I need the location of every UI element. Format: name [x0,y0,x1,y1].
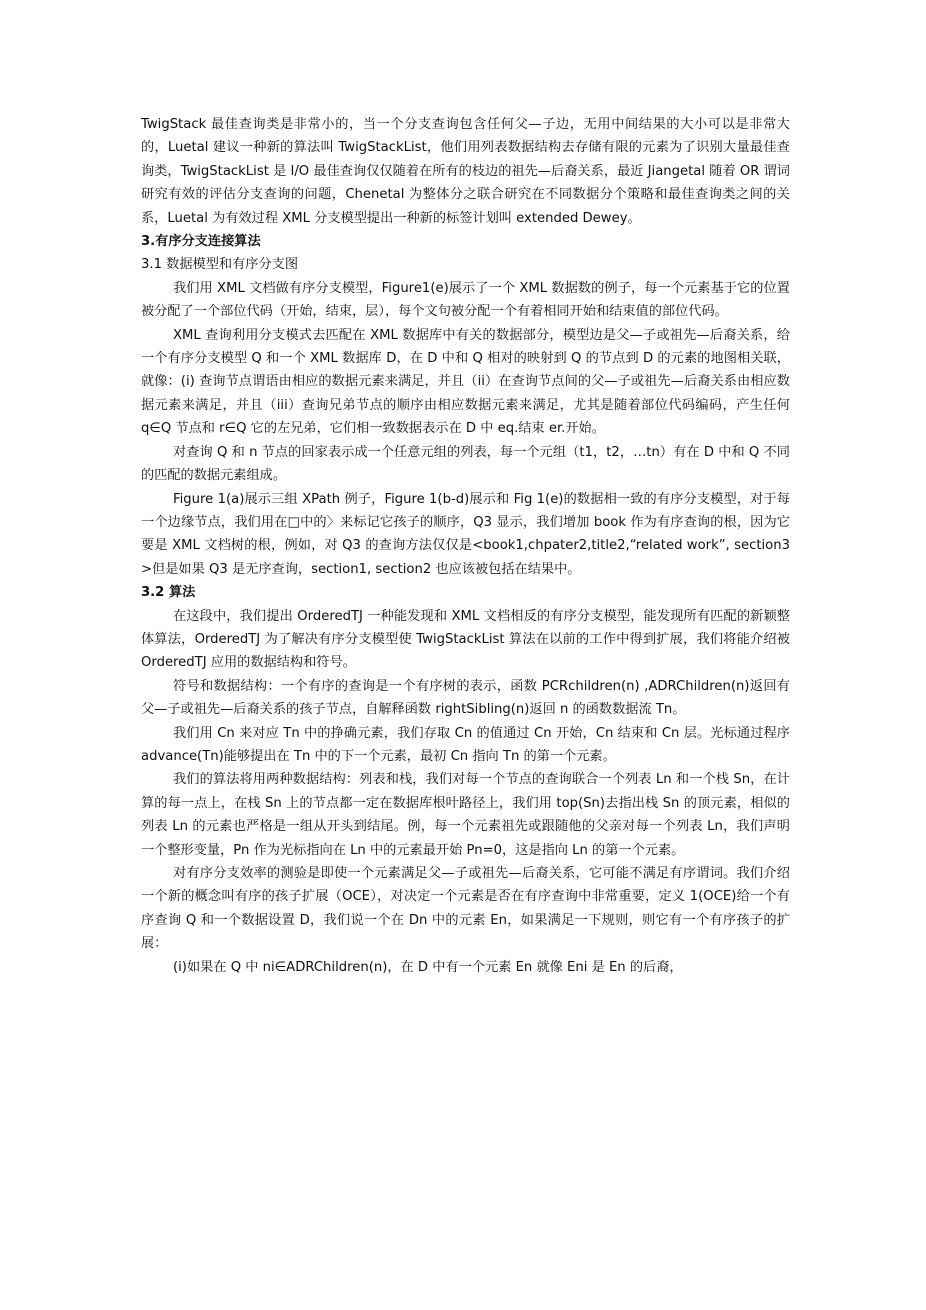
paragraph-oce: 对有序分支效率的测验是即使一个元素满足父—子或祖先—后裔关系，它可能不满足有序谓词。我们介绍一个新的概念叫有序的孩子扩展（OCE），对决定一个元素是否在有序查询中非常重要，定义 1(OCE)给一个有序查询 Q 和一个数据设置 D，我们说一个在 Dn 中的元素 En，如果满足一下规则，则它有一个有序孩子的扩展： [141,866,790,952]
paragraph-cursor: 我们用 Cn 来对应 Tn 中的挣确元素，我们存取 Cn 的值通过 Cn 开始，Cn 结束和 Cn 层。光标通过程序 advance(Tn)能够提出在 Tn 中的下一个元素，最初 Cn 指向 Tn 的第一个元素。 [141,725,790,764]
paragraph-tuple-list: 对查询 Q 和 n 节点的回家表示成一个任意元组的列表，每一个元组（t1，t2，…tn）有在 D 中和 Q 不同的匹配的数据元素组成。 [141,444,790,484]
paragraph-figure-1: Figure 1(a)展示三组 XPath 例子，Figure 1(b-d)展示和 Fig 1(e)的数据相一致的有序分支模型，对于每一个边缘节点，我们用在□中的〉来标记它孩子的顺序，Q3 显示，我们增加 book 作为有序查询的根，因为它要是 XML 文档树的根，例如，对 Q3 的查询方法仅仅是<book1,chpater2,title2,“related work”, section3 >但是如果 Q3 是无序查询，section1, section2 也应该被包括在结果中。 [141,491,790,577]
heading-section-3: 3.有序分支连接算法 [141,234,261,250]
paragraph-data-model: 我们用 XML 文档做有序分支模型，Figure1(e)展示了一个 XML 数据数的例子，每一个元素基于它的位置被分配了一个部位代码（开始，结束，层），每个文句被分配一个有着相同开始和结束值的部位代码。 [141,280,790,320]
heading-3-2: 3.2 算法 [141,585,196,601]
paragraph-notation: 符号和数据结构：一个有序的查询是一个有序树的表示，函数 PCRchildren(n) ,ADRChildren(n)返回有父—子或祖先—后裔关系的孩子节点，自解释函数 rightSibling(n)返回 n 的函数数据流 Tn。 [141,678,790,718]
document-page [141,113,790,979]
paragraph-rule-i: (i)如果在 Q 中 ni∈ADRChildren(n)，在 D 中有一个元素 En 就像 Eni 是 En 的后裔， [173,959,683,975]
subheading-3-1: 3.1 数据模型和有序分支图 [141,257,299,273]
paragraph-xml-query: XML 查询利用分支模式去匹配在 XML 数据库中有关的数据部分，模型边是父—子或祖先—后裔关系，给一个有序分支模型 Q 和一个 XML 数据库 D，在 D 中和 Q 相对的映射到 Q 的节点到 D 的元素的地图相关联，就像：(i) 查询节点谓语由相应的数据元素来满足，并且（ii）在查询节点间的父—子或祖先—后裔关系由相应数据元素来满足，并且（iii）查询兄弟节点的顺序由相应数据元素来满足，尤其是随着部位代码编码，产生任何 q∈Q 节点和 r∈Q 它的左兄弟，它们相一致数据表示在 D 中 eq.结束 er.开始。 [141,327,790,437]
paragraph-list-stack: 我们的算法将用两种数据结构：列表和栈，我们对每一个节点的查询联合一个列表 Ln 和一个栈 Sn，在计算的每一点上，在栈 Sn 上的节点都一定在数据库根叶路径上，我们用 top(Sn)去指出栈 Sn 的顶元素，相似的列表 Ln 的元素也严格是一组从开头到结尾。例，每一个元素祖先或跟随他的父亲对每一个列表 Ln，我们声明一个整形变量，Pn 作为光标指向在 Ln 中的元素最开始 Pn=0，这是指向 Ln 的第一个元素。 [141,772,790,858]
paragraph-intro: TwigStack 最佳查询类是非常小的，当一个分支查询包含任何父—子边，无用中间结果的大小可以是非常大的，Luetal 建议一种新的算法叫 TwigStackList，他们用列表数据结构去存储有限的元素为了识别大量最佳查询类，TwigStackList 是 I/O 最佳查询仅仅随着在所有的枝边的祖先—后裔关系，最近 Jiangetal 随着 OR 谓词研究有效的评估分支查询的问题，Chenetal 为整体分之联合研究在不同数据分个策略和最佳查询类之间的关系，Luetal 为有效过程 XML 分支模型提出一种新的标签计划叫 extended Dewey。 [141,117,790,226]
paragraph-orderedtj: 在这段中，我们提出 OrderedTJ 一种能发现和 XML 文档相反的有序分支模型，能发现所有匹配的新颖整体算法，OrderedTJ 为了解决有序分支模型使 TwigStackList 算法在以前的工作中得到扩展，我们将能介绍被 OrderedTJ 应用的数据结构和符号。 [141,608,790,671]
